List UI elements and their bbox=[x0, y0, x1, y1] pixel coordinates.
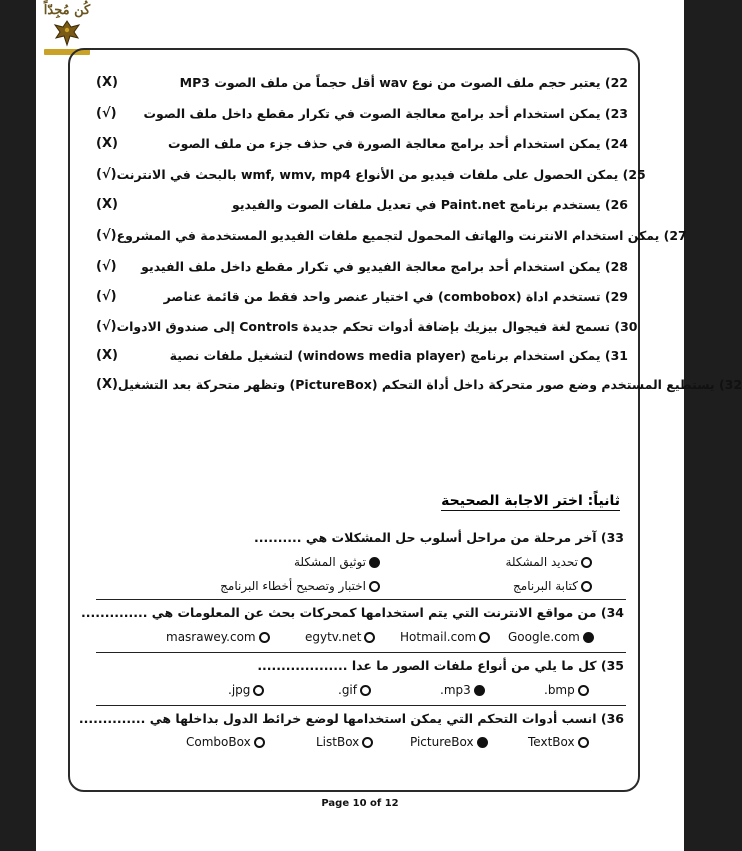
radio-empty-icon[interactable] bbox=[362, 737, 373, 748]
section-title: ثانياً: اختر الاجابة الصحيحة bbox=[441, 493, 620, 509]
mcq-question-33: 33) آخر مرحلة من مراحل أسلوب حل المشكلات هي .......... bbox=[254, 530, 624, 545]
logo-text: كُن مُجِدّاً bbox=[43, 3, 91, 18]
radio-empty-icon[interactable] bbox=[259, 632, 270, 643]
tf-row-30 bbox=[96, 313, 638, 339]
radio-empty-icon[interactable] bbox=[479, 632, 490, 643]
radio-empty-icon[interactable] bbox=[369, 581, 380, 592]
tf-question: 32) يستطيع المستخدم وضع صور متحركة داخل أداة التحكم (PictureBox) وتظهر متحركة بعد التشغيل bbox=[117, 376, 742, 392]
tf-answer: (√) bbox=[96, 105, 117, 121]
tf-question: 22) يعتبر حجم ملف الصوت من نوع wav أقل حجماً من ملف الصوت MP3 bbox=[179, 74, 628, 90]
tf-row-32 bbox=[96, 371, 742, 397]
divider bbox=[96, 705, 626, 706]
tf-answer: (√) bbox=[96, 318, 117, 334]
radio-empty-icon[interactable] bbox=[578, 685, 589, 696]
tf-row-27 bbox=[96, 222, 687, 248]
tf-question: 24) يمكن استخدام أحد برامج معالجة الصورة في حذف جزء من ملف الصوت bbox=[168, 135, 628, 151]
mcq-option[interactable]: TextBox bbox=[528, 732, 589, 752]
tf-answer: (X) bbox=[96, 347, 118, 363]
radio-filled-icon[interactable] bbox=[474, 685, 485, 696]
mcq-question-36: 36) انسب أدوات التحكم التي يمكن استخدامها لوضع خرائط الدول بداخلها هي .............. bbox=[78, 711, 624, 726]
radio-empty-icon[interactable] bbox=[360, 685, 371, 696]
tf-answer: (X) bbox=[96, 74, 118, 90]
mcq-option[interactable]: .jpg bbox=[228, 680, 264, 700]
tf-question: 28) يمكن استخدام أحد برامج معالجة الفيديو في تكرار مقطع داخل ملف الفيديو bbox=[141, 258, 628, 274]
tf-row-25 bbox=[96, 161, 646, 187]
mcq-option[interactable]: ComboBox bbox=[186, 732, 265, 752]
mcq-option[interactable]: اختبار وتصحيح أخطاء البرنامج bbox=[180, 576, 380, 596]
mcq-option[interactable]: تحديد المشكلة bbox=[460, 552, 592, 572]
tf-answer: (√) bbox=[96, 288, 117, 304]
tf-row-23 bbox=[96, 100, 628, 126]
tf-row-24 bbox=[96, 130, 628, 156]
divider bbox=[96, 599, 626, 600]
radio-empty-icon[interactable] bbox=[581, 581, 592, 592]
tf-question: 29) تستخدم اداة (combobox) في اختيار عنصر واحد فقط من قائمة عناصر bbox=[163, 288, 628, 304]
mcq-option[interactable]: توثيق المشكلة bbox=[240, 552, 380, 572]
tf-row-29 bbox=[96, 283, 628, 309]
tf-question: 25) يمكن الحصول على ملفات فيديو من الأنواع wmf, wmv, mp4 بالبحث في الانترنت bbox=[116, 166, 646, 182]
tf-question: 31) يمكن استخدام برنامج (windows media player) لتشغيل ملفات نصية bbox=[169, 347, 628, 363]
tf-row-28 bbox=[96, 253, 628, 279]
mcq-option[interactable]: كتابة البرنامج bbox=[460, 576, 592, 596]
mcq-option[interactable]: .gif bbox=[338, 680, 371, 700]
tf-row-31 bbox=[96, 342, 628, 368]
tf-answer: (X) bbox=[96, 196, 118, 212]
tf-answer: (X) bbox=[96, 135, 118, 151]
radio-filled-icon[interactable] bbox=[369, 557, 380, 568]
tf-row-22 bbox=[96, 69, 628, 95]
radio-empty-icon[interactable] bbox=[578, 737, 589, 748]
radio-filled-icon[interactable] bbox=[583, 632, 594, 643]
tf-question: 27) يمكن استخدام الانترنت والهاتف المحمول لتجميع ملفات الفيديو المستخدمة في المشروع bbox=[116, 227, 687, 243]
tf-answer: (X) bbox=[96, 376, 118, 392]
tf-answer: (√) bbox=[96, 227, 117, 243]
tf-question: 30) تسمح لغة فيجوال بيزيك بإضافة أدوات تحكم جديدة Controls إلى صندوق الادوات bbox=[116, 318, 638, 334]
mcq-option[interactable]: Google.com bbox=[508, 627, 594, 647]
radio-empty-icon[interactable] bbox=[581, 557, 592, 568]
eagle-icon bbox=[52, 18, 82, 48]
tf-answer: (√) bbox=[96, 166, 117, 182]
tf-question: 23) يمكن استخدام أحد برامج معالجة الصوت في تكرار مقطع داخل ملف الصوت bbox=[143, 105, 628, 121]
mcq-question-34: 34) من مواقع الانترنت التي يتم استخدامها كمحركات بحث عن المعلومات هي .............. bbox=[80, 605, 624, 620]
mcq-option[interactable]: ListBox bbox=[316, 732, 373, 752]
radio-empty-icon[interactable] bbox=[364, 632, 375, 643]
radio-empty-icon[interactable] bbox=[253, 685, 264, 696]
page-number: Page 10 of 12 bbox=[321, 798, 399, 809]
radio-filled-icon[interactable] bbox=[477, 737, 488, 748]
mcq-option[interactable]: Hotmail.com bbox=[400, 627, 490, 647]
mcq-option[interactable]: masrawey.com bbox=[166, 627, 270, 647]
mcq-option[interactable]: PictureBox bbox=[410, 732, 488, 752]
tf-row-26 bbox=[96, 191, 628, 217]
mcq-option[interactable]: .mp3 bbox=[440, 680, 485, 700]
radio-empty-icon[interactable] bbox=[254, 737, 265, 748]
mcq-question-35: 35) كل ما يلي من أنواع ملفات الصور ما عدا ................... bbox=[257, 658, 624, 673]
divider bbox=[96, 652, 626, 653]
tf-question: 26) يستخدم برنامج Paint.net في تعديل ملفات الصوت والفيديو bbox=[231, 196, 628, 212]
mcq-option[interactable]: egytv.net bbox=[305, 627, 375, 647]
tf-answer: (√) bbox=[96, 258, 117, 274]
mcq-option[interactable]: .bmp bbox=[544, 680, 589, 700]
